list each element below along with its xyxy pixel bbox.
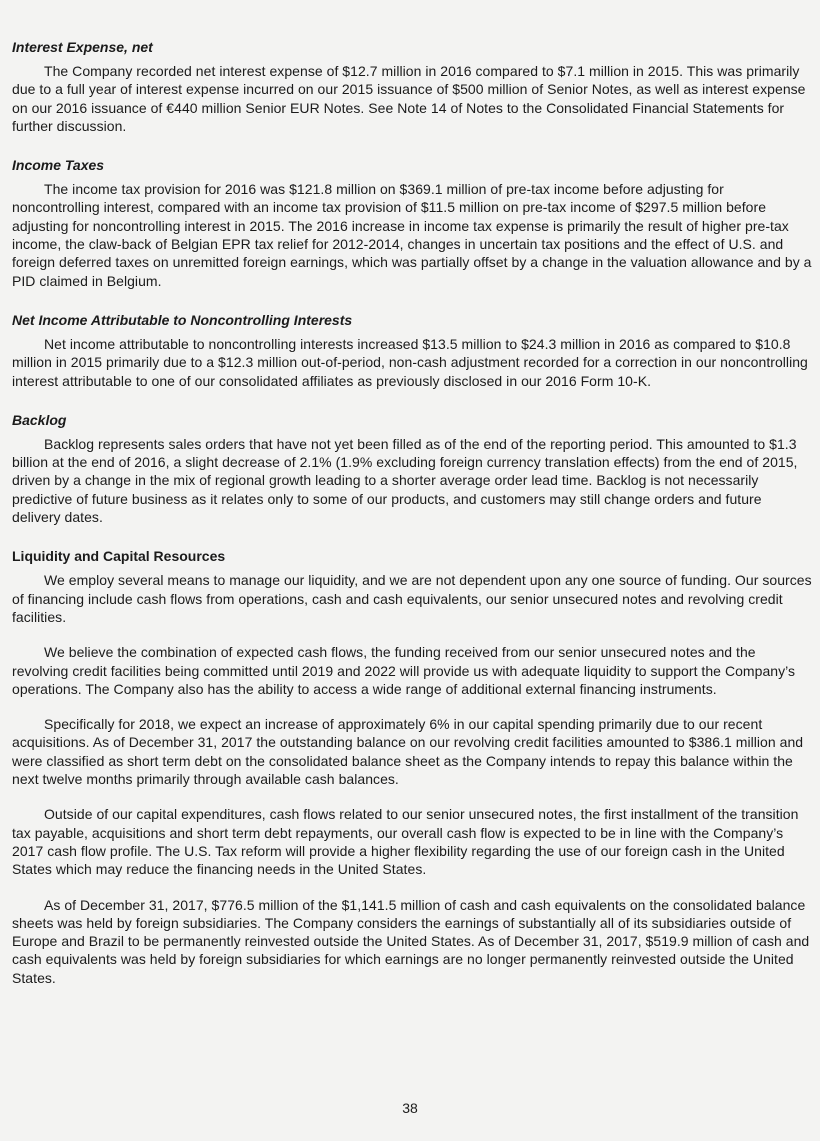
section-noncontrolling-interests [12, 311, 812, 390]
section-heading: Net Income Attributable to Noncontrolling Interests [12, 311, 353, 328]
paragraph: We believe the combination of expected cash flows, the funding received from our senior unsecured notes and the revolving credit facilities being committed until 2019 and 2022 will provide us with adequate liquidity to support the Company’s operations. The Company also has the ability to access a wide range of additional external financing instruments. [12, 644, 796, 697]
section-heading: Interest Expense, net [12, 39, 153, 55]
paragraph: Specifically for 2018, we expect an increase of approximately 6% in our capital spending primarily due to our recent acquisitions. As of December 31, 2017 the outstanding balance on our revolving credit facilities amounted to $386.1 million and were classified as short term debt on the consolidated balance sheet as the Company intends to repay this balance within the next twelve months primarily through available cash balances. [12, 716, 804, 788]
paragraph: The income tax provision for 2016 was $121.8 million on $369.1 million of pre-tax income before adjusting for noncontrolling interest, compared with an income tax provision of $11.5 million on pre-tax income of $297.5 million before adjusting for noncontrolling interest in 2015. The 2016 increase in income tax expense is primarily the result of higher pre-tax income, the claw-back of Belgian EPR tax relief for 2012-2014, changes in uncertain tax positions and the effect of U.S. and foreign deferred taxes on unremitted foreign earnings, which was partially offset by a change in the valuation allowance and by a PID claimed in Belgium. [12, 181, 812, 289]
section-liquidity [12, 547, 812, 987]
section-heading: Backlog [12, 411, 67, 428]
section-backlog [12, 411, 812, 526]
document-page [12, 38, 812, 1008]
paragraph: As of December 31, 2017, $776.5 million of the $1,141.5 million of cash and cash equivalents on the consolidated balance sheets was held by foreign subsidiaries. The Company considers the earnings of substantially all of its subsidiaries outside of Europe and Brazil to be permanently reinvested outside the United States. As of December 31, 2017, $519.9 million of cash and cash equivalents was held by foreign subsidiaries for which earnings are no longer permanently reinvested outside the United States. [12, 896, 810, 986]
paragraph: The Company recorded net interest expense of $12.7 million in 2016 compared to $7.1 million in 2015. This was primarily due to a full year of interest expense incurred on our 2015 issuance of $500 million of Senior Notes, as well as interest expense on our 2016 issuance of €440 million Senior EUR Notes. See Note 14 of Notes to the Consolidated Financial Statements for further discussion. [12, 63, 806, 134]
section-heading: Liquidity and Capital Resources [12, 548, 226, 565]
section-income-taxes [12, 156, 812, 290]
section-interest-expense [12, 38, 812, 135]
section-heading: Income Taxes [12, 157, 105, 174]
paragraph: We employ several means to manage our liquidity, and we are not dependent upon any one source of funding. Our sources of financing include cash flows from operations, cash and cash equivalents, our senior unsecured notes and revolving credit facilities. [12, 572, 812, 625]
paragraph: Outside of our capital expenditures, cash flows related to our senior unsecured notes, the first installment of the transition tax payable, acquisitions and short term debt repayments, our overall cash flow is expected to be in line with the Company’s 2017 cash flow profile. The U.S. Tax reform will provide a higher flexibility regarding the use of our foreign cash in the United States which may reduce the financing needs in the United States. [12, 806, 799, 878]
paragraph: Net income attributable to noncontrolling interests increased $13.5 million to $24.3 million in 2016 as compared to $10.8 million in 2015 primarily due to a $12.3 million out-of-period, non-cash adjustment recorded for a correction in our noncontrolling interest attributable to one of our consolidated affiliates as previously disclosed in our 2016 Form 10-K. [12, 335, 808, 389]
page-number: 38 [402, 1100, 418, 1116]
paragraph: Backlog represents sales orders that have not yet been filled as of the end of the reporting period. This amounted to $1.3 billion at the end of 2016, a slight decrease of 2.1% (1.9% excluding foreign currency translation effects) from the end of 2015, driven by a change in the mix of regional growth leading to a shorter average order lead time. Backlog is not necessarily predictive of future business as it relates only to some of our products, and customers may still change orders and future delivery dates. [12, 435, 798, 526]
